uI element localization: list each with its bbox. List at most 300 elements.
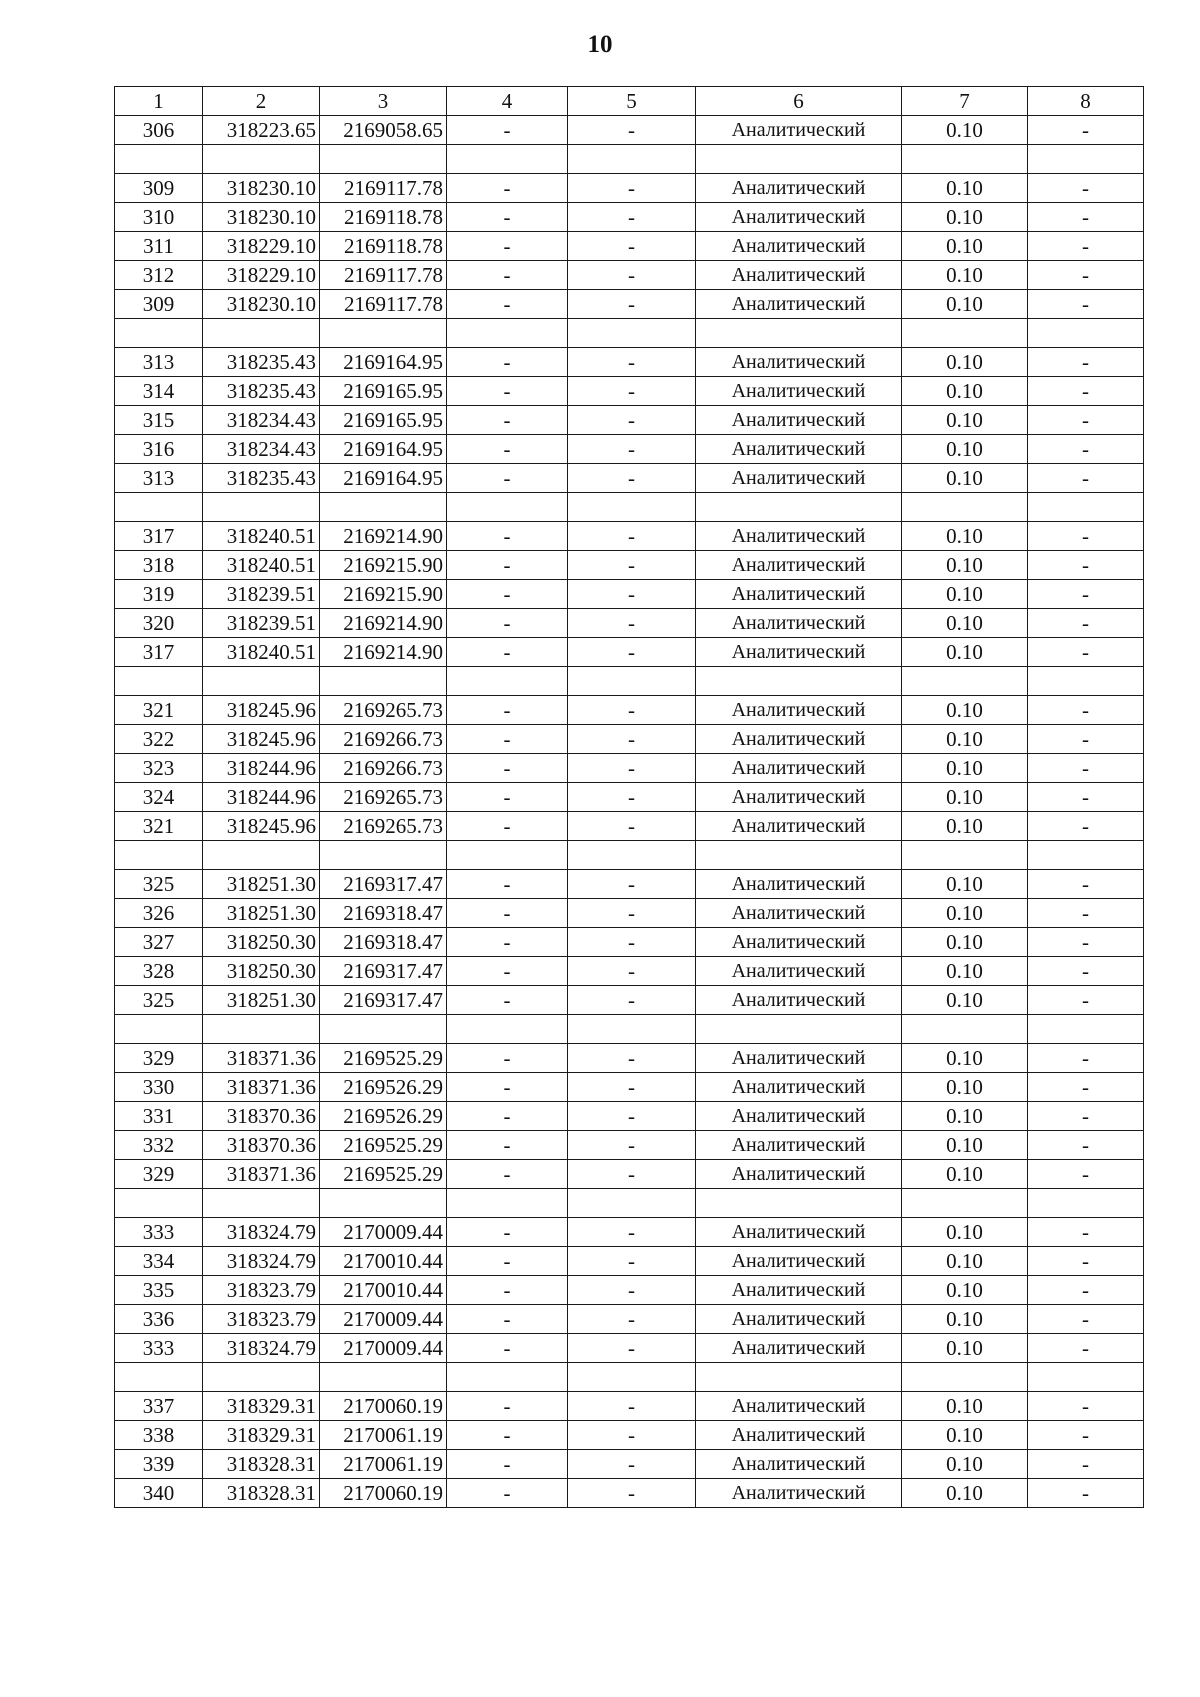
- column-8-cell: -: [1028, 957, 1144, 986]
- y-coordinate-cell: 2169058.65: [320, 116, 447, 145]
- column-4-cell: -: [447, 174, 568, 203]
- x-coordinate-cell: 318245.96: [203, 725, 320, 754]
- precision-cell: 0.10: [902, 1160, 1028, 1189]
- y-coordinate-cell: 2169318.47: [320, 899, 447, 928]
- precision-cell: 0.10: [902, 203, 1028, 232]
- x-coordinate-cell: 318370.36: [203, 1131, 320, 1160]
- column-header: 8: [1028, 87, 1144, 116]
- precision-cell: 0.10: [902, 464, 1028, 493]
- column-4-cell: -: [447, 580, 568, 609]
- y-coordinate-cell: [320, 1189, 447, 1218]
- column-header: 3: [320, 87, 447, 116]
- method-cell: Аналитический: [696, 1131, 902, 1160]
- column-8-cell: [1028, 841, 1144, 870]
- precision-cell: 0.10: [902, 725, 1028, 754]
- column-4-cell: -: [447, 290, 568, 319]
- method-cell: Аналитический: [696, 464, 902, 493]
- precision-cell: 0.10: [902, 1218, 1028, 1247]
- method-cell: Аналитический: [696, 174, 902, 203]
- column-5-cell: -: [568, 1276, 696, 1305]
- point-number-cell: 339: [115, 1450, 203, 1479]
- column-8-cell: [1028, 493, 1144, 522]
- table-row: [115, 638, 1144, 667]
- column-8-cell: -: [1028, 1276, 1144, 1305]
- column-5-cell: -: [568, 1247, 696, 1276]
- coordinates-table: [114, 86, 1144, 1508]
- column-5-cell: [568, 1189, 696, 1218]
- x-coordinate-cell: [203, 493, 320, 522]
- table-row: [115, 1392, 1144, 1421]
- table-row: [115, 725, 1144, 754]
- y-coordinate-cell: 2169525.29: [320, 1160, 447, 1189]
- point-number-cell: 315: [115, 406, 203, 435]
- precision-cell: 0.10: [902, 1131, 1028, 1160]
- column-5-cell: -: [568, 1044, 696, 1073]
- x-coordinate-cell: 318329.31: [203, 1392, 320, 1421]
- method-cell: Аналитический: [696, 261, 902, 290]
- method-cell: Аналитический: [696, 116, 902, 145]
- column-4-cell: -: [447, 1450, 568, 1479]
- method-cell: Аналитический: [696, 1479, 902, 1508]
- precision-cell: [902, 667, 1028, 696]
- precision-cell: 0.10: [902, 870, 1028, 899]
- column-8-cell: -: [1028, 986, 1144, 1015]
- x-coordinate-cell: 318250.30: [203, 957, 320, 986]
- column-8-cell: [1028, 145, 1144, 174]
- column-5-cell: [568, 319, 696, 348]
- method-cell: Аналитический: [696, 1044, 902, 1073]
- point-number-cell: 314: [115, 377, 203, 406]
- method-cell: [696, 1363, 902, 1392]
- column-8-cell: -: [1028, 1218, 1144, 1247]
- precision-cell: 0.10: [902, 377, 1028, 406]
- x-coordinate-cell: 318250.30: [203, 928, 320, 957]
- point-number-cell: 328: [115, 957, 203, 986]
- y-coordinate-cell: 2169215.90: [320, 580, 447, 609]
- column-8-cell: -: [1028, 1479, 1144, 1508]
- table-row: [115, 261, 1144, 290]
- table-header: [115, 87, 1144, 116]
- method-cell: [696, 145, 902, 174]
- column-4-cell: [447, 1363, 568, 1392]
- column-4-cell: -: [447, 1044, 568, 1073]
- x-coordinate-cell: 318229.10: [203, 232, 320, 261]
- column-8-cell: -: [1028, 1044, 1144, 1073]
- x-coordinate-cell: [203, 841, 320, 870]
- method-cell: Аналитический: [696, 1305, 902, 1334]
- y-coordinate-cell: 2169265.73: [320, 783, 447, 812]
- column-5-cell: -: [568, 754, 696, 783]
- y-coordinate-cell: 2169317.47: [320, 870, 447, 899]
- y-coordinate-cell: [320, 319, 447, 348]
- x-coordinate-cell: 318234.43: [203, 406, 320, 435]
- table-row: [115, 551, 1144, 580]
- column-4-cell: -: [447, 870, 568, 899]
- table-row: [115, 609, 1144, 638]
- column-4-cell: [447, 1015, 568, 1044]
- table-row: [115, 1421, 1144, 1450]
- column-5-cell: -: [568, 580, 696, 609]
- y-coordinate-cell: 2170061.19: [320, 1450, 447, 1479]
- precision-cell: 0.10: [902, 1247, 1028, 1276]
- column-4-cell: -: [447, 464, 568, 493]
- column-8-cell: -: [1028, 261, 1144, 290]
- x-coordinate-cell: 318240.51: [203, 551, 320, 580]
- page-number: 10: [587, 31, 613, 58]
- column-5-cell: -: [568, 986, 696, 1015]
- point-number-cell: 310: [115, 203, 203, 232]
- table-row: [115, 754, 1144, 783]
- point-number-cell: [115, 667, 203, 696]
- y-coordinate-cell: [320, 145, 447, 174]
- column-4-cell: -: [447, 1102, 568, 1131]
- separator-row: [115, 319, 1144, 348]
- table-row: [115, 1102, 1144, 1131]
- column-5-cell: [568, 1363, 696, 1392]
- column-8-cell: -: [1028, 580, 1144, 609]
- column-8-cell: -: [1028, 116, 1144, 145]
- column-8-cell: [1028, 1189, 1144, 1218]
- y-coordinate-cell: 2169164.95: [320, 435, 447, 464]
- x-coordinate-cell: 318251.30: [203, 986, 320, 1015]
- y-coordinate-cell: 2169266.73: [320, 725, 447, 754]
- column-header: 4: [447, 87, 568, 116]
- column-5-cell: -: [568, 1305, 696, 1334]
- column-5-cell: [568, 493, 696, 522]
- y-coordinate-cell: [320, 1363, 447, 1392]
- column-5-cell: -: [568, 609, 696, 638]
- column-4-cell: -: [447, 754, 568, 783]
- precision-cell: 0.10: [902, 696, 1028, 725]
- column-5-cell: -: [568, 116, 696, 145]
- precision-cell: [902, 1015, 1028, 1044]
- table-row: [115, 1044, 1144, 1073]
- x-coordinate-cell: 318370.36: [203, 1102, 320, 1131]
- point-number-cell: 321: [115, 696, 203, 725]
- precision-cell: 0.10: [902, 1421, 1028, 1450]
- table-row: [115, 696, 1144, 725]
- column-5-cell: -: [568, 261, 696, 290]
- y-coordinate-cell: 2169164.95: [320, 348, 447, 377]
- table-row: [115, 522, 1144, 551]
- point-number-cell: 336: [115, 1305, 203, 1334]
- x-coordinate-cell: 318239.51: [203, 580, 320, 609]
- column-5-cell: -: [568, 174, 696, 203]
- column-5-cell: -: [568, 1160, 696, 1189]
- column-4-cell: -: [447, 406, 568, 435]
- method-cell: Аналитический: [696, 783, 902, 812]
- column-5-cell: -: [568, 290, 696, 319]
- point-number-cell: 337: [115, 1392, 203, 1421]
- method-cell: [696, 319, 902, 348]
- column-4-cell: -: [447, 783, 568, 812]
- point-number-cell: 313: [115, 348, 203, 377]
- table-row: [115, 232, 1144, 261]
- point-number-cell: 329: [115, 1160, 203, 1189]
- point-number-cell: [115, 841, 203, 870]
- table-row: [115, 1305, 1144, 1334]
- table-row: [115, 899, 1144, 928]
- method-cell: Аналитический: [696, 609, 902, 638]
- x-coordinate-cell: [203, 1363, 320, 1392]
- column-4-cell: -: [447, 1421, 568, 1450]
- column-4-cell: -: [447, 899, 568, 928]
- precision-cell: 0.10: [902, 116, 1028, 145]
- column-4-cell: -: [447, 232, 568, 261]
- method-cell: Аналитический: [696, 377, 902, 406]
- y-coordinate-cell: 2169214.90: [320, 638, 447, 667]
- table-row: [115, 116, 1144, 145]
- table-row: [115, 1276, 1144, 1305]
- column-8-cell: -: [1028, 348, 1144, 377]
- y-coordinate-cell: [320, 841, 447, 870]
- header-row: [115, 87, 1144, 116]
- table-row: [115, 870, 1144, 899]
- column-4-cell: -: [447, 609, 568, 638]
- y-coordinate-cell: 2169265.73: [320, 812, 447, 841]
- precision-cell: 0.10: [902, 1276, 1028, 1305]
- column-8-cell: -: [1028, 174, 1144, 203]
- point-number-cell: 318: [115, 551, 203, 580]
- column-4-cell: -: [447, 1392, 568, 1421]
- table-row: [115, 1479, 1144, 1508]
- point-number-cell: 325: [115, 986, 203, 1015]
- table-row: [115, 812, 1144, 841]
- x-coordinate-cell: 318323.79: [203, 1276, 320, 1305]
- column-5-cell: -: [568, 725, 696, 754]
- method-cell: [696, 1015, 902, 1044]
- precision-cell: 0.10: [902, 290, 1028, 319]
- method-cell: Аналитический: [696, 986, 902, 1015]
- precision-cell: 0.10: [902, 638, 1028, 667]
- y-coordinate-cell: 2170009.44: [320, 1305, 447, 1334]
- column-8-cell: -: [1028, 696, 1144, 725]
- point-number-cell: [115, 1015, 203, 1044]
- column-5-cell: -: [568, 870, 696, 899]
- precision-cell: 0.10: [902, 522, 1028, 551]
- method-cell: Аналитический: [696, 406, 902, 435]
- x-coordinate-cell: 318371.36: [203, 1044, 320, 1073]
- point-number-cell: [115, 319, 203, 348]
- y-coordinate-cell: 2169118.78: [320, 232, 447, 261]
- y-coordinate-cell: 2170010.44: [320, 1247, 447, 1276]
- point-number-cell: 319: [115, 580, 203, 609]
- separator-row: [115, 1363, 1144, 1392]
- point-number-cell: 327: [115, 928, 203, 957]
- column-4-cell: -: [447, 1305, 568, 1334]
- column-4-cell: [447, 145, 568, 174]
- method-cell: Аналитический: [696, 1247, 902, 1276]
- method-cell: Аналитический: [696, 696, 902, 725]
- precision-cell: 0.10: [902, 174, 1028, 203]
- method-cell: [696, 493, 902, 522]
- column-5-cell: -: [568, 899, 696, 928]
- separator-row: [115, 841, 1144, 870]
- table-row: [115, 1334, 1144, 1363]
- y-coordinate-cell: 2170009.44: [320, 1218, 447, 1247]
- point-number-cell: 338: [115, 1421, 203, 1450]
- method-cell: Аналитический: [696, 812, 902, 841]
- column-8-cell: -: [1028, 1305, 1144, 1334]
- x-coordinate-cell: 318235.43: [203, 348, 320, 377]
- method-cell: Аналитический: [696, 348, 902, 377]
- column-8-cell: -: [1028, 1102, 1144, 1131]
- x-coordinate-cell: 318323.79: [203, 1305, 320, 1334]
- point-number-cell: [115, 1189, 203, 1218]
- method-cell: Аналитический: [696, 638, 902, 667]
- table-row: [115, 986, 1144, 1015]
- column-8-cell: -: [1028, 1392, 1144, 1421]
- column-8-cell: -: [1028, 1421, 1144, 1450]
- column-5-cell: -: [568, 435, 696, 464]
- precision-cell: 0.10: [902, 899, 1028, 928]
- point-number-cell: 317: [115, 638, 203, 667]
- column-4-cell: -: [447, 986, 568, 1015]
- column-4-cell: -: [447, 377, 568, 406]
- column-5-cell: -: [568, 1479, 696, 1508]
- column-8-cell: -: [1028, 203, 1144, 232]
- table-row: [115, 435, 1144, 464]
- point-number-cell: 323: [115, 754, 203, 783]
- method-cell: Аналитический: [696, 1102, 902, 1131]
- x-coordinate-cell: 318230.10: [203, 203, 320, 232]
- y-coordinate-cell: 2169525.29: [320, 1131, 447, 1160]
- y-coordinate-cell: 2169215.90: [320, 551, 447, 580]
- column-8-cell: -: [1028, 232, 1144, 261]
- column-4-cell: -: [447, 116, 568, 145]
- point-number-cell: 320: [115, 609, 203, 638]
- x-coordinate-cell: [203, 1189, 320, 1218]
- y-coordinate-cell: 2170060.19: [320, 1479, 447, 1508]
- method-cell: Аналитический: [696, 957, 902, 986]
- column-5-cell: -: [568, 464, 696, 493]
- column-5-cell: -: [568, 783, 696, 812]
- column-4-cell: -: [447, 348, 568, 377]
- x-coordinate-cell: 318245.96: [203, 696, 320, 725]
- x-coordinate-cell: [203, 319, 320, 348]
- column-5-cell: -: [568, 406, 696, 435]
- point-number-cell: 333: [115, 1334, 203, 1363]
- method-cell: Аналитический: [696, 1392, 902, 1421]
- precision-cell: [902, 145, 1028, 174]
- separator-row: [115, 1189, 1144, 1218]
- precision-cell: 0.10: [902, 1334, 1028, 1363]
- column-8-cell: [1028, 1015, 1144, 1044]
- point-number-cell: 321: [115, 812, 203, 841]
- table-body: [115, 116, 1144, 1508]
- separator-row: [115, 493, 1144, 522]
- column-4-cell: -: [447, 551, 568, 580]
- column-4-cell: -: [447, 435, 568, 464]
- y-coordinate-cell: 2169317.47: [320, 986, 447, 1015]
- precision-cell: 0.10: [902, 551, 1028, 580]
- point-number-cell: 306: [115, 116, 203, 145]
- column-5-cell: -: [568, 957, 696, 986]
- y-coordinate-cell: [320, 667, 447, 696]
- point-number-cell: 340: [115, 1479, 203, 1508]
- y-coordinate-cell: 2169164.95: [320, 464, 447, 493]
- precision-cell: 0.10: [902, 1450, 1028, 1479]
- column-4-cell: -: [447, 1131, 568, 1160]
- point-number-cell: [115, 145, 203, 174]
- method-cell: Аналитический: [696, 1276, 902, 1305]
- column-5-cell: -: [568, 638, 696, 667]
- method-cell: Аналитический: [696, 580, 902, 609]
- method-cell: [696, 1189, 902, 1218]
- column-4-cell: -: [447, 1218, 568, 1247]
- column-5-cell: -: [568, 696, 696, 725]
- column-5-cell: [568, 145, 696, 174]
- table-row: [115, 348, 1144, 377]
- x-coordinate-cell: 318244.96: [203, 783, 320, 812]
- column-5-cell: -: [568, 203, 696, 232]
- point-number-cell: 309: [115, 290, 203, 319]
- column-5-cell: -: [568, 551, 696, 580]
- point-number-cell: 322: [115, 725, 203, 754]
- precision-cell: 0.10: [902, 435, 1028, 464]
- point-number-cell: [115, 1363, 203, 1392]
- column-5-cell: -: [568, 1131, 696, 1160]
- x-coordinate-cell: 318230.10: [203, 174, 320, 203]
- precision-cell: 0.10: [902, 1392, 1028, 1421]
- column-8-cell: [1028, 1363, 1144, 1392]
- column-4-cell: [447, 493, 568, 522]
- column-5-cell: -: [568, 1102, 696, 1131]
- column-8-cell: -: [1028, 551, 1144, 580]
- precision-cell: 0.10: [902, 957, 1028, 986]
- table-row: [115, 1247, 1144, 1276]
- table-row: [115, 1450, 1144, 1479]
- column-4-cell: -: [447, 696, 568, 725]
- method-cell: Аналитический: [696, 522, 902, 551]
- column-8-cell: -: [1028, 638, 1144, 667]
- y-coordinate-cell: 2169265.73: [320, 696, 447, 725]
- table-row: [115, 928, 1144, 957]
- precision-cell: 0.10: [902, 406, 1028, 435]
- table-row: [115, 203, 1144, 232]
- y-coordinate-cell: 2169526.29: [320, 1073, 447, 1102]
- y-coordinate-cell: 2169526.29: [320, 1102, 447, 1131]
- x-coordinate-cell: 318229.10: [203, 261, 320, 290]
- method-cell: Аналитический: [696, 232, 902, 261]
- x-coordinate-cell: 318371.36: [203, 1073, 320, 1102]
- y-coordinate-cell: 2169117.78: [320, 290, 447, 319]
- column-5-cell: -: [568, 348, 696, 377]
- y-coordinate-cell: 2170010.44: [320, 1276, 447, 1305]
- column-5-cell: [568, 841, 696, 870]
- y-coordinate-cell: [320, 1015, 447, 1044]
- column-4-cell: -: [447, 1479, 568, 1508]
- point-number-cell: 326: [115, 899, 203, 928]
- point-number-cell: 311: [115, 232, 203, 261]
- column-5-cell: -: [568, 1421, 696, 1450]
- column-8-cell: -: [1028, 464, 1144, 493]
- column-4-cell: -: [447, 1276, 568, 1305]
- precision-cell: 0.10: [902, 1073, 1028, 1102]
- table-row: [115, 1160, 1144, 1189]
- column-8-cell: -: [1028, 290, 1144, 319]
- column-header: 1: [115, 87, 203, 116]
- method-cell: Аналитический: [696, 1160, 902, 1189]
- column-8-cell: -: [1028, 1131, 1144, 1160]
- x-coordinate-cell: [203, 145, 320, 174]
- column-8-cell: -: [1028, 812, 1144, 841]
- column-8-cell: -: [1028, 928, 1144, 957]
- precision-cell: 0.10: [902, 609, 1028, 638]
- column-8-cell: -: [1028, 870, 1144, 899]
- y-coordinate-cell: 2169525.29: [320, 1044, 447, 1073]
- column-8-cell: -: [1028, 1450, 1144, 1479]
